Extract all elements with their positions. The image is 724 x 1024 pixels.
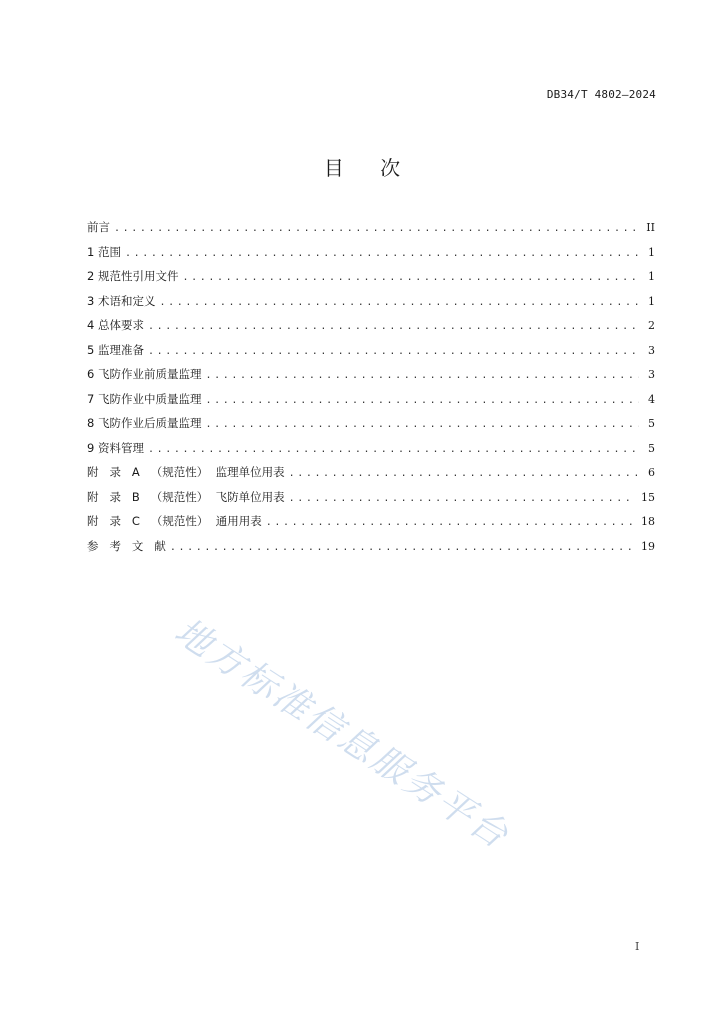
toc-entry-page: 1 bbox=[648, 270, 655, 283]
toc-leader-dots bbox=[266, 516, 635, 530]
toc-entry-page: 18 bbox=[641, 515, 655, 528]
toc-entry-post-operation[interactable] bbox=[87, 416, 655, 441]
toc-leader-dots bbox=[205, 394, 639, 408]
toc-leader-dots bbox=[205, 369, 639, 383]
toc-entry-label: 附 录 A （规范性） 监理单位用表 bbox=[87, 465, 285, 479]
toc-entry-bibliography[interactable] bbox=[87, 539, 655, 564]
toc-entry-page: 19 bbox=[641, 539, 655, 553]
toc-entry-page: 3 bbox=[648, 368, 655, 381]
toc-entry-label: 附 录 C （规范性） 通用用表 bbox=[87, 514, 262, 528]
toc-entry-label: 5 监理准备 bbox=[87, 342, 144, 357]
standard-code: DB34/T 4802—2024 bbox=[546, 88, 656, 101]
toc-leader-dots bbox=[182, 271, 639, 285]
toc-entry-terms-definitions[interactable] bbox=[87, 294, 655, 319]
toc-leader-dots bbox=[289, 467, 639, 481]
toc-entry-label: 4 总体要求 bbox=[87, 318, 144, 332]
page-title: 目 次 bbox=[323, 156, 401, 180]
toc-entry-page: 6 bbox=[648, 466, 655, 479]
toc-entry-general-requirements[interactable] bbox=[87, 318, 655, 343]
toc-entry-label: 2 规范性引用文件 bbox=[87, 269, 179, 283]
toc-entry-label: 7 飞防作业中质量监理 bbox=[87, 391, 202, 406]
toc-entry-page: 3 bbox=[648, 343, 655, 357]
toc-leader-dots bbox=[289, 492, 635, 506]
toc-entry-label: 附 录 B （规范性） 飞防单位用表 bbox=[87, 489, 285, 504]
toc-entry-page: 1 bbox=[648, 294, 655, 308]
toc-entry-label: 参 考 文 献 bbox=[87, 538, 166, 553]
toc-entry-page: 5 bbox=[648, 417, 655, 430]
toc-entry-page: II bbox=[646, 221, 655, 234]
toc-entry-label: 3 术语和定义 bbox=[87, 293, 156, 308]
toc-leader-dots bbox=[159, 296, 639, 310]
toc-entry-label: 前言 bbox=[87, 220, 110, 234]
toc-entry-label: 8 飞防作业后质量监理 bbox=[87, 416, 202, 430]
toc-entry-page: 4 bbox=[648, 392, 655, 406]
toc-leader-dots bbox=[148, 345, 639, 359]
toc-entry-records-management[interactable] bbox=[87, 441, 655, 466]
page-number: I bbox=[635, 940, 640, 953]
toc-entry-page: 15 bbox=[641, 490, 655, 504]
toc-entry-pre-operation[interactable] bbox=[87, 367, 655, 392]
toc-leader-dots bbox=[125, 247, 639, 261]
toc-entry-page: 1 bbox=[648, 245, 655, 259]
toc-leader-dots bbox=[170, 541, 635, 555]
toc-entry-page: 5 bbox=[648, 441, 655, 455]
table-of-contents bbox=[87, 220, 655, 563]
toc-entry-normative-references[interactable] bbox=[87, 269, 655, 294]
toc-entry-foreword[interactable] bbox=[87, 220, 655, 245]
toc-leader-dots bbox=[148, 320, 639, 334]
toc-entry-during-operation[interactable] bbox=[87, 392, 655, 417]
toc-leader-dots bbox=[114, 222, 639, 236]
toc-entry-supervision-preparation[interactable] bbox=[87, 343, 655, 368]
toc-entry-label: 6 飞防作业前质量监理 bbox=[87, 367, 202, 381]
toc-entry-label: 1 范围 bbox=[87, 244, 121, 259]
toc-entry-appendix-a[interactable] bbox=[87, 465, 655, 490]
toc-entry-label: 9 资料管理 bbox=[87, 440, 144, 455]
toc-entry-page: 2 bbox=[648, 319, 655, 332]
toc-entry-appendix-c[interactable] bbox=[87, 514, 655, 539]
toc-leader-dots bbox=[148, 443, 639, 457]
toc-leader-dots bbox=[205, 418, 639, 432]
watermark: 地方标准信息服务平台 bbox=[167, 610, 517, 858]
toc-entry-scope[interactable] bbox=[87, 245, 655, 270]
toc-entry-appendix-b[interactable] bbox=[87, 490, 655, 515]
